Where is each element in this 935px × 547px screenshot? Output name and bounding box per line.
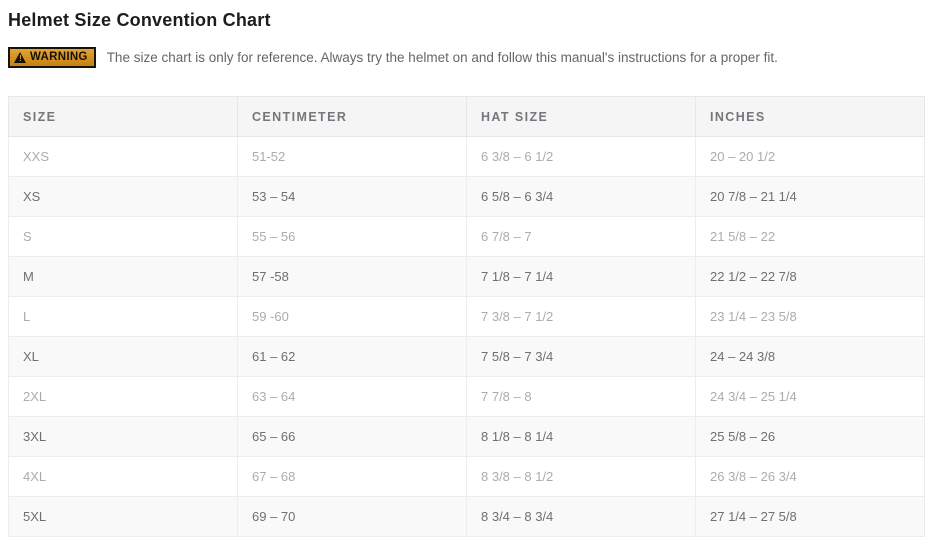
table-row [9,257,925,297]
table-header [9,97,925,137]
cell-centimeter: 53 – 54 [238,177,467,217]
table-row [9,377,925,417]
cell-centimeter: 69 – 70 [238,497,467,537]
cell-centimeter: 59 -60 [238,297,467,337]
cell-size: L [9,297,238,337]
warning-note [8,46,925,68]
header-inches: INCHES [696,97,925,137]
cell-centimeter: 61 – 62 [238,337,467,377]
cell-inches: 23 1/4 – 23 5/8 [696,297,925,337]
page-title: Helmet Size Convention Chart [8,10,271,30]
cell-hat-size: 7 3/8 – 7 1/2 [467,297,696,337]
cell-inches: 27 1/4 – 27 5/8 [696,497,925,537]
cell-hat-size: 8 1/8 – 8 1/4 [467,417,696,457]
cell-hat-size: 7 7/8 – 8 [467,377,696,417]
warning-triangle-icon: ! [14,52,27,63]
cell-inches: 26 3/8 – 26 3/4 [696,457,925,497]
cell-inches: 24 – 24 3/8 [696,337,925,377]
table-row [9,417,925,457]
cell-hat-size: 8 3/8 – 8 1/2 [467,457,696,497]
cell-hat-size: 8 3/4 – 8 3/4 [467,497,696,537]
table-row [9,137,925,177]
table-row [9,177,925,217]
cell-hat-size: 7 1/8 – 7 1/4 [467,257,696,297]
cell-size: S [9,217,238,257]
cell-inches: 24 3/4 – 25 1/4 [696,377,925,417]
cell-size: XXS [9,137,238,177]
cell-inches: 21 5/8 – 22 [696,217,925,257]
cell-centimeter: 55 – 56 [238,217,467,257]
header-hat-size: HAT SIZE [467,97,696,137]
cell-size: M [9,257,238,297]
warning-badge [8,47,96,68]
warning-badge-label: WARNING [30,51,88,63]
cell-hat-size: 7 5/8 – 7 3/4 [467,337,696,377]
header-centimeter: CENTIMETER [238,97,467,137]
cell-hat-size: 6 3/8 – 6 1/2 [467,137,696,177]
cell-hat-size: 6 7/8 – 7 [467,217,696,257]
cell-inches: 22 1/2 – 22 7/8 [696,257,925,297]
table-row [9,337,925,377]
warning-text: The size chart is only for reference. Always try the helmet on and follow this manual's instructions for a proper fit. [106,49,778,65]
size-table-body [9,137,925,537]
table-header-row [9,97,925,137]
cell-size: 5XL [9,497,238,537]
cell-size: 4XL [9,457,238,497]
cell-centimeter: 65 – 66 [238,417,467,457]
table-row [9,497,925,537]
cell-inches: 25 5/8 – 26 [696,417,925,457]
cell-size: XS [9,177,238,217]
cell-centimeter: 57 -58 [238,257,467,297]
table-row [9,297,925,337]
helmet-size-table [8,96,925,537]
cell-hat-size: 6 5/8 – 6 3/4 [467,177,696,217]
cell-inches: 20 – 20 1/2 [696,137,925,177]
cell-centimeter: 63 – 64 [238,377,467,417]
cell-size: 2XL [9,377,238,417]
cell-size: 3XL [9,417,238,457]
table-row [9,457,925,497]
cell-size: XL [9,337,238,377]
cell-inches: 20 7/8 – 21 1/4 [696,177,925,217]
cell-centimeter: 51-52 [238,137,467,177]
table-row [9,217,925,257]
cell-centimeter: 67 – 68 [238,457,467,497]
header-size: SIZE [9,97,238,137]
